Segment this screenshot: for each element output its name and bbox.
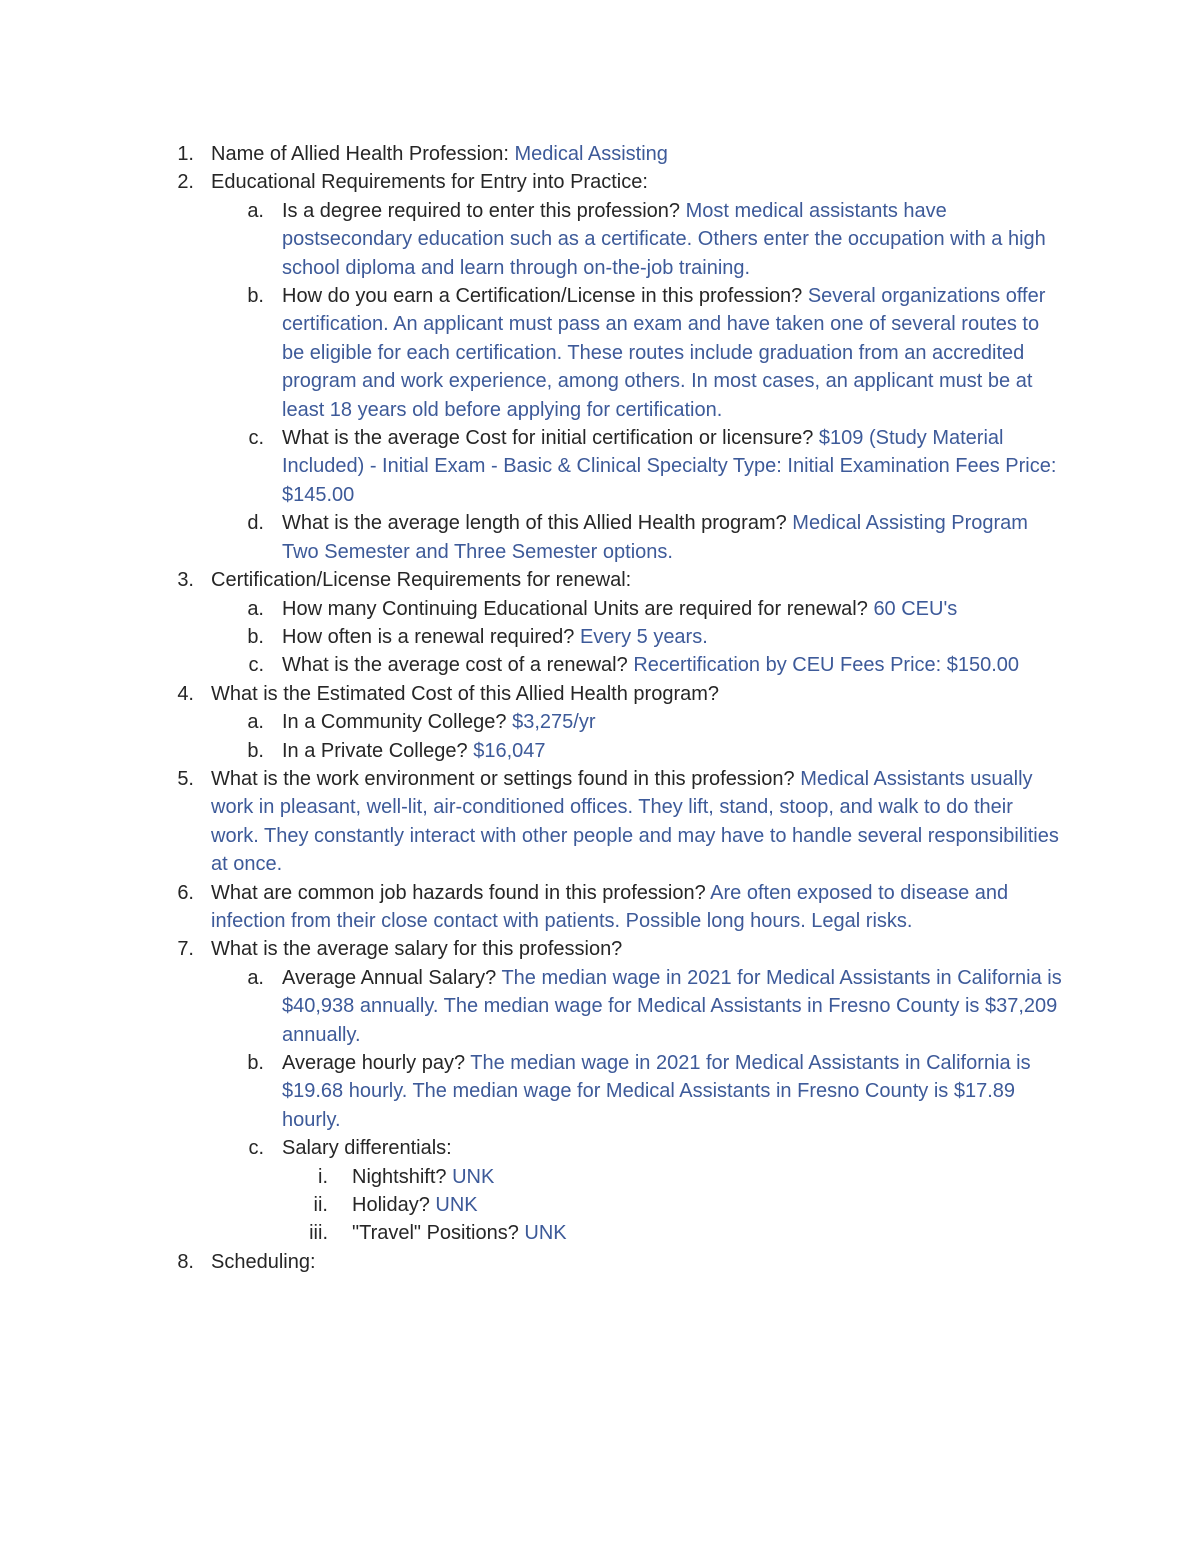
sub-list-item xyxy=(0,1134,1200,1162)
item-letter: a. xyxy=(247,199,264,222)
answer-text: 60 CEU's xyxy=(873,597,958,620)
item-letter: b. xyxy=(247,285,264,308)
answer-text: UNK xyxy=(435,1194,478,1217)
answer-text: Medical Assistants usually work in pleasant, well-lit, air-conditioned offices. They lift, stand, stoop, and walk to do their work. They constantly interact with other people and may have to handle several responsibilities at once. xyxy=(211,767,1059,876)
sub-list-item xyxy=(0,282,1200,424)
sub-list-item xyxy=(0,623,1200,651)
question-text: Name of Allied Health Profession: xyxy=(211,143,515,165)
sub-list-item xyxy=(0,964,1200,1049)
question-text: Average Annual Salary? xyxy=(282,966,502,989)
item-letter: d. xyxy=(247,512,264,535)
list-item xyxy=(0,566,1200,594)
sub-sub-list-item xyxy=(0,1219,1200,1247)
sub-list-item xyxy=(0,595,1200,623)
list-item xyxy=(0,168,1200,196)
item-letter: c. xyxy=(248,1137,264,1160)
question-text: What is the average cost of a renewal? xyxy=(282,654,634,677)
answer-text: UNK xyxy=(524,1222,567,1245)
answer-text: Medical Assisting Program Two Semester and Three Semester options. xyxy=(282,512,1028,563)
question-text: Certification/License Requirements for renewal: xyxy=(211,569,632,592)
sub-list-item xyxy=(0,509,1200,566)
list-item xyxy=(0,765,1200,879)
question-text: In a Community College? xyxy=(282,711,513,734)
question-text: In a Private College? xyxy=(282,739,474,762)
item-number: 5. xyxy=(177,767,194,790)
item-letter: c. xyxy=(248,427,264,450)
question-text: What is the work environment or settings found in this profession? xyxy=(211,767,801,790)
item-number: 8. xyxy=(177,1250,194,1273)
item-letter: a. xyxy=(247,966,264,989)
item-letter: a. xyxy=(247,597,264,620)
answer-text: Most medical assistants have postsecondary education such as a certificate. Others enter the occupation with a high school diploma and learn through on-the-job training. xyxy=(282,199,1046,279)
question-text: Average hourly pay? xyxy=(282,1052,471,1074)
question-text: What is the average salary for this profession? xyxy=(211,938,623,961)
list-item xyxy=(0,935,1200,963)
answer-text: Several organizations offer certification. An applicant must pass an exam and have taken one of several routes to be eligible for each certification. These routes include graduation from an accredited program and work experience, among others. In most cases, an applicant must be at least 18 years old before applying for certification. xyxy=(282,285,1046,421)
question-text: Holiday? xyxy=(352,1194,436,1217)
item-number: 4. xyxy=(177,682,194,705)
item-number: 6. xyxy=(177,881,194,904)
item-roman: iii. xyxy=(309,1222,328,1245)
answer-text: Recertification by CEU Fees Price: $150.00 xyxy=(633,654,1020,677)
answer-text: UNK xyxy=(452,1165,495,1188)
list-item xyxy=(0,140,1200,168)
sub-sub-list-item xyxy=(0,1163,1200,1191)
question-text: "Travel" Positions? xyxy=(352,1222,525,1245)
question-text: What is the Estimated Cost of this Allied Health program? xyxy=(211,682,720,705)
item-letter: b. xyxy=(247,739,264,762)
question-text: How do you earn a Certification/License in this profession? xyxy=(282,285,808,308)
list-item xyxy=(0,680,1200,708)
list-item xyxy=(0,1248,1200,1276)
item-number: 7. xyxy=(177,938,194,961)
question-text: What are common job hazards found in this profession? xyxy=(211,881,711,904)
answer-text: $109 (Study Material Included) - Initial Exam - Basic & Clinical Specialty Type: Initial Examination Fees Price: $145.00 xyxy=(282,427,1057,506)
answer-text: The median wage in 2021 for Medical Assistants in California is $40,938 annually. The median wage for Medical Assistants in Fresno County is $37,209 annually. xyxy=(282,966,1062,1046)
item-letter: b. xyxy=(247,1052,264,1074)
sub-list-item xyxy=(0,424,1200,509)
sub-list-item xyxy=(0,651,1200,679)
answer-text: Medical Assisting xyxy=(514,143,668,165)
item-number: 3. xyxy=(177,569,194,592)
answer-text: $3,275/yr xyxy=(512,711,596,734)
question-text: Scheduling: xyxy=(211,1250,316,1273)
question-text: What is the average length of this Allied Health program? xyxy=(282,512,793,535)
item-number: 2. xyxy=(177,171,194,194)
answer-text: $16,047 xyxy=(473,739,546,762)
item-roman: i. xyxy=(318,1165,328,1188)
questionnaire-list xyxy=(0,140,1200,1276)
sub-list-item xyxy=(0,708,1200,736)
item-letter: a. xyxy=(247,711,264,734)
item-letter: c. xyxy=(248,654,264,677)
sub-list-item xyxy=(0,737,1200,765)
sub-list-item xyxy=(0,197,1200,282)
item-roman: ii. xyxy=(313,1194,328,1217)
question-text: How many Continuing Educational Units are required for renewal? xyxy=(282,597,874,620)
question-text: What is the average Cost for initial certification or licensure? xyxy=(282,427,819,450)
sub-list-item xyxy=(0,1049,1200,1134)
question-text: Is a degree required to enter this profession? xyxy=(282,199,686,222)
item-letter: b. xyxy=(247,625,264,648)
question-text: Educational Requirements for Entry into Practice: xyxy=(211,171,648,194)
item-number: 1. xyxy=(177,143,194,165)
question-text: Salary differentials: xyxy=(282,1137,452,1160)
answer-text: The median wage in 2021 for Medical Assistants in California is $19.68 hourly. The median wage for Medical Assistants in Fresno County is $17.89 hourly. xyxy=(282,1052,1031,1131)
list-item xyxy=(0,879,1200,936)
sub-sub-list-item xyxy=(0,1191,1200,1219)
answer-text: Are often exposed to disease and infection from their close contact with patients. Possible long hours. Legal risks. xyxy=(211,881,1009,932)
question-text: How often is a renewal required? xyxy=(282,625,580,648)
question-text: Nightshift? xyxy=(352,1165,453,1188)
answer-text: Every 5 years. xyxy=(579,625,708,648)
